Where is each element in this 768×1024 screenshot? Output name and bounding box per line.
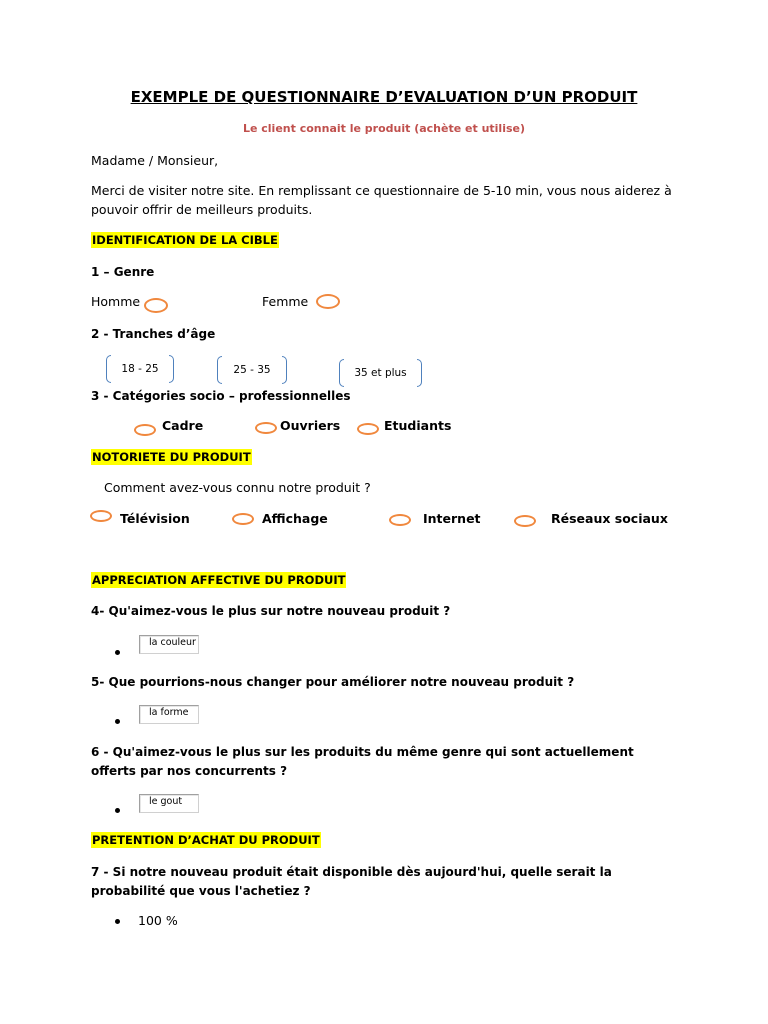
bullet <box>115 650 120 655</box>
option-cadre-label: Cadre <box>162 418 204 433</box>
age-option-25-35[interactable] <box>217 356 287 384</box>
section-pretention: PRETENTION D’ACHAT DU PRODUIT <box>92 833 320 847</box>
document-subtitle: Le client connait le produit (achète et utilise) <box>242 122 526 135</box>
answer-field-q6[interactable]: le gout <box>139 794 199 813</box>
option-reseaux-sociaux-label: Réseaux sociaux <box>551 511 668 526</box>
option-television-label: Télévision <box>120 511 190 526</box>
section-identification: IDENTIFICATION DE LA CIBLE <box>92 233 278 247</box>
section-appreciation: APPRECIATION AFFECTIVE DU PRODUIT <box>92 573 346 587</box>
age-option-18-25[interactable] <box>106 355 174 383</box>
radio-homme[interactable] <box>144 298 168 313</box>
age-option-label: 18 - 25 <box>121 363 159 375</box>
age-option-35-plus[interactable] <box>339 359 422 387</box>
bullet <box>115 919 120 924</box>
question-connaissance: Comment avez-vous connu notre produit ? <box>104 480 371 495</box>
option-femme-label: Femme <box>262 294 309 309</box>
question-tranches-age: 2 - Tranches d’âge <box>91 327 216 341</box>
radio-cadre[interactable] <box>134 424 156 436</box>
age-option-label: 25 - 35 <box>233 364 271 376</box>
radio-affichage[interactable] <box>232 513 254 525</box>
option-internet-label: Internet <box>423 511 481 526</box>
question-5: 5- Que pourrions-nous changer pour améliorer notre nouveau produit ? <box>91 675 575 689</box>
section-notoriete: NOTORIETE DU PRODUIT <box>92 450 251 464</box>
radio-etudiants[interactable] <box>357 423 379 435</box>
answer-field-q5[interactable]: la forme <box>139 705 199 724</box>
option-homme-label: Homme <box>91 294 141 309</box>
answer-field-q4[interactable]: la couleur <box>139 635 199 654</box>
question-categories: 3 - Catégories socio – professionnelles <box>91 389 351 403</box>
radio-television[interactable] <box>90 510 112 522</box>
age-option-label: 35 et plus <box>354 367 407 379</box>
question-4: 4- Qu'aimez-vous le plus sur notre nouveau produit ? <box>91 604 451 618</box>
option-ouvriers-label: Ouvriers <box>280 418 341 433</box>
option-affichage-label: Affichage <box>262 511 328 526</box>
document-title: EXEMPLE DE QUESTIONNAIRE D’EVALUATION D’UN PRODUIT <box>130 88 638 106</box>
radio-femme[interactable] <box>316 294 340 309</box>
option-etudiants-label: Etudiants <box>384 418 452 433</box>
question-6: 6 - Qu'aimez-vous le plus sur les produits du même genre qui sont actuellement offerts par nos concurrents ? <box>91 745 634 778</box>
greeting: Madame / Monsieur, <box>91 153 219 168</box>
radio-ouvriers[interactable] <box>255 422 277 434</box>
question-genre: 1 – Genre <box>91 265 155 279</box>
bullet <box>115 719 120 724</box>
question-7: 7 - Si notre nouveau produit était disponible dès aujourd'hui, quelle serait la probabilité que vous l'achetiez ? <box>91 865 612 898</box>
bullet <box>115 808 120 813</box>
intro-paragraph: Merci de visiter notre site. En remplissant ce questionnaire de 5-10 min, vous nous aiderez à pouvoir offrir de meilleurs produits. <box>91 183 672 217</box>
answer-q7: 100 % <box>138 913 178 928</box>
radio-reseaux-sociaux[interactable] <box>514 515 536 527</box>
radio-internet[interactable] <box>389 514 411 526</box>
